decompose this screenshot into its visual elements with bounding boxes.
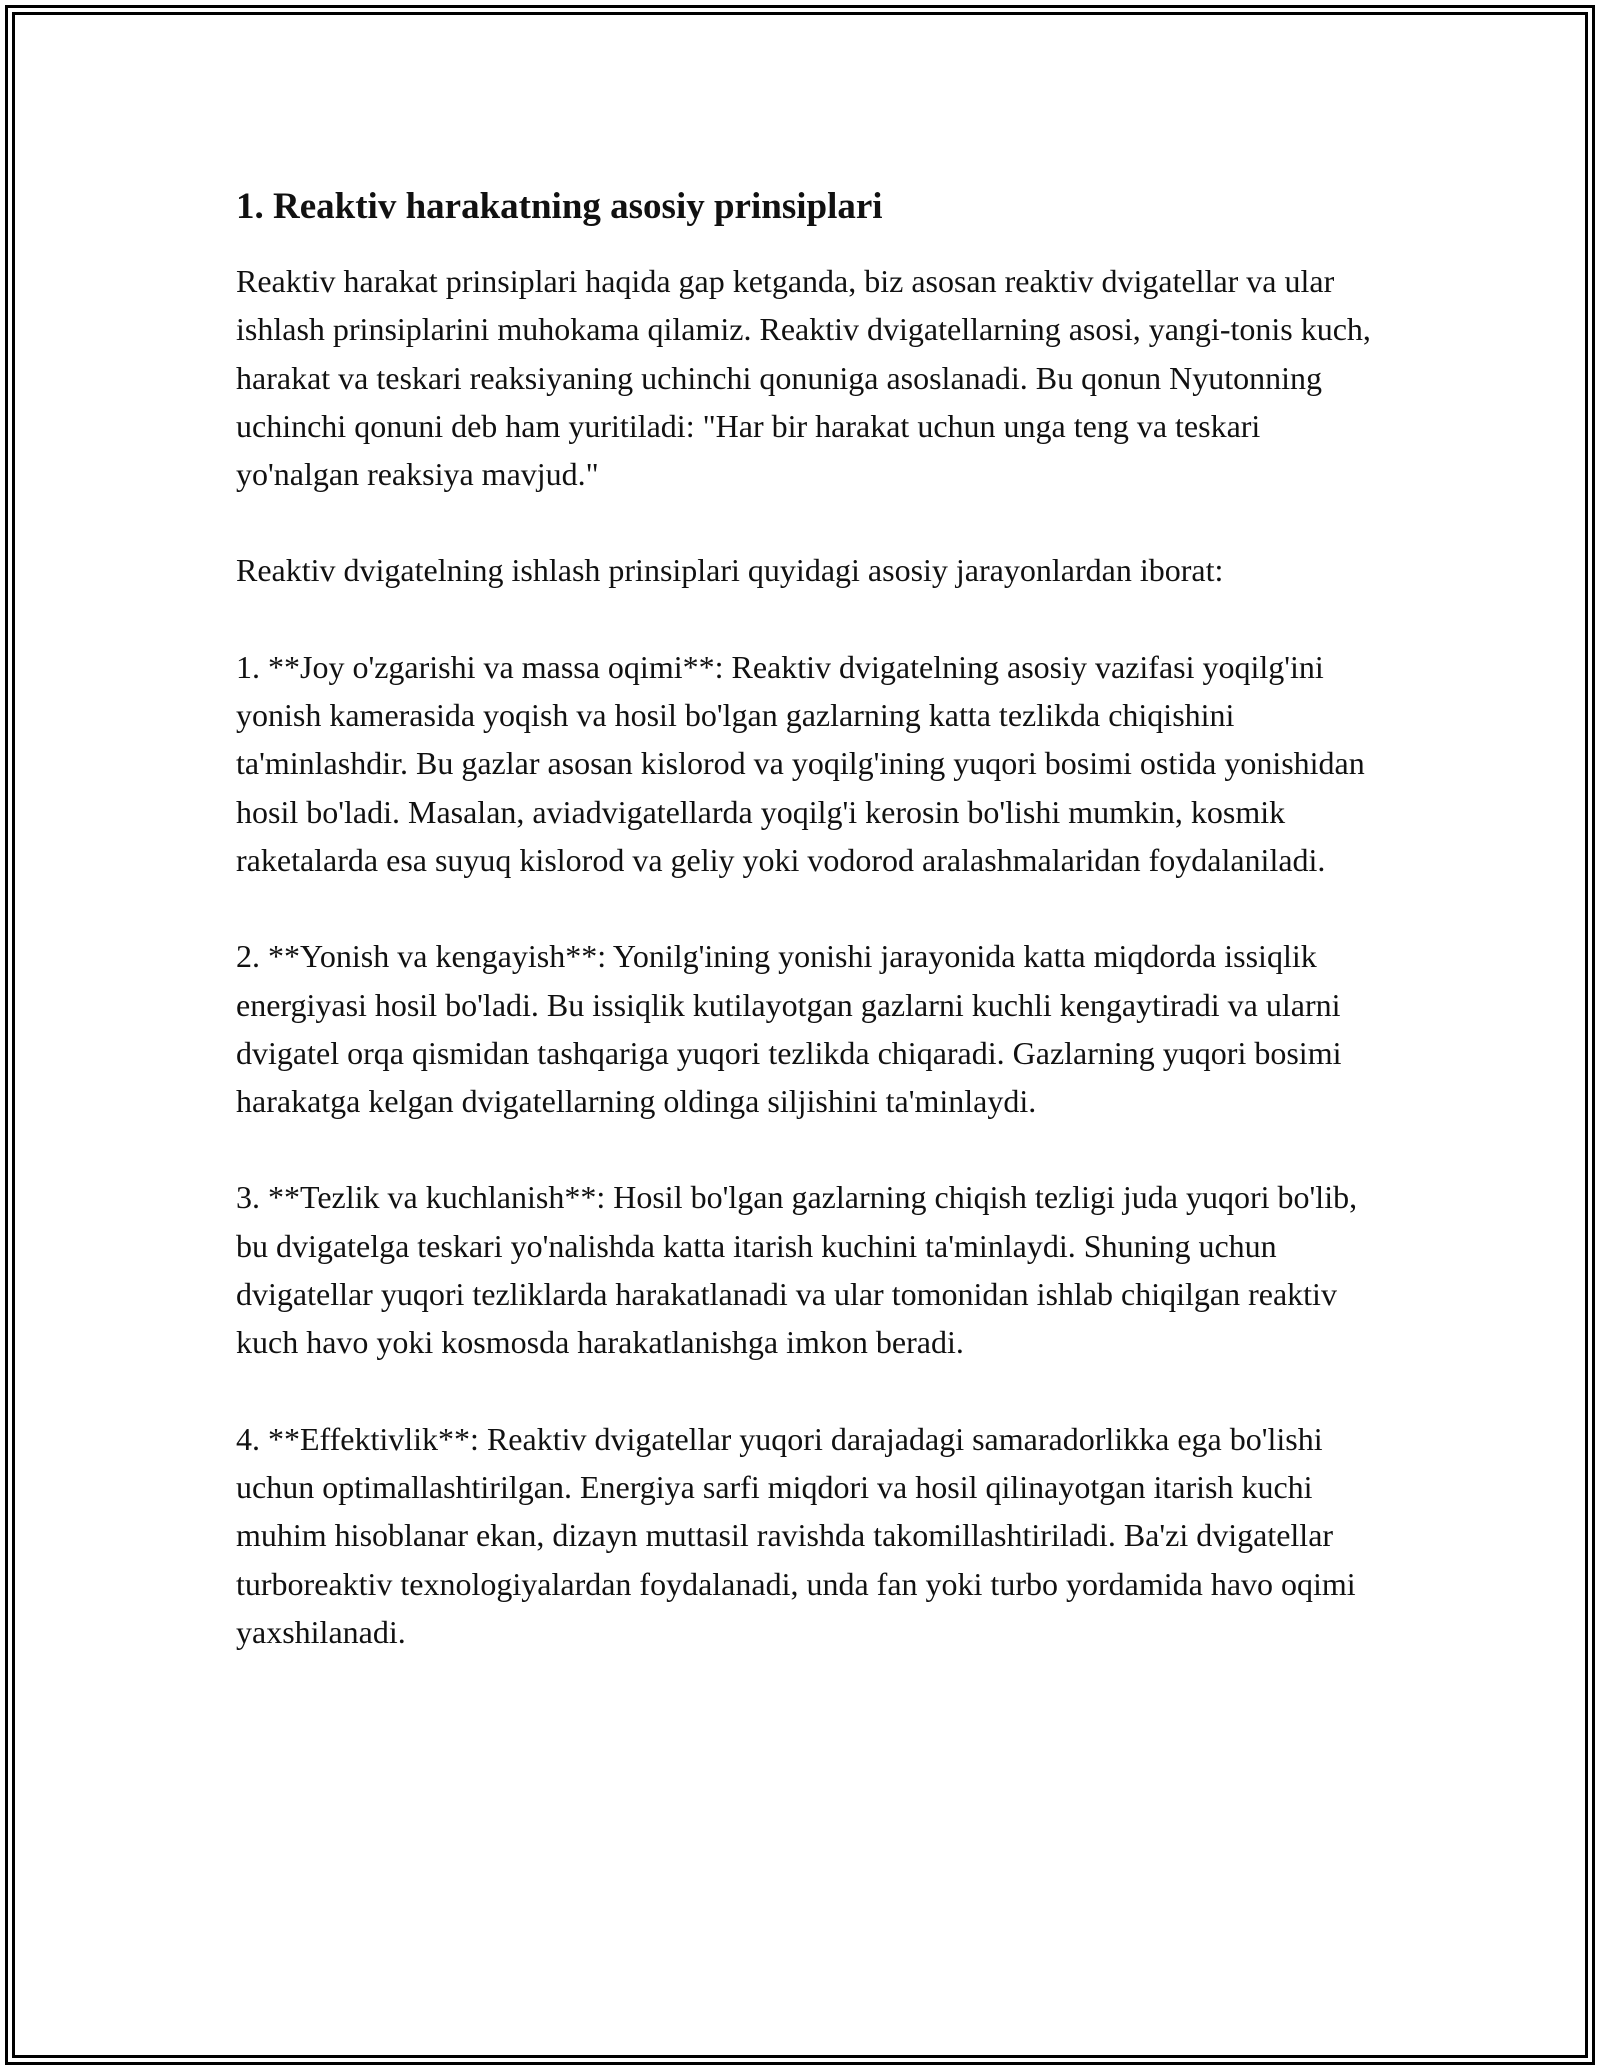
section-heading: 1. Reaktiv harakatning asosiy prinsiplari <box>236 186 883 227</box>
list-item-efficiency: 4. **Effektivlik**: Reaktiv dvigatellar yuqori darajadagi samaradorlikka ega bo'lishi uchun optimallashtirilgan. Energiya sarfi miqdori va hosil qilinayotgan itarish kuchi muhim hisoblanar ekan, dizayn muttasil ravishda takomillashtiriladi. Ba'zi dvigatellar turboreaktiv texnologiyalardan foydalanadi, unda fan yoki turbo yordamida havo oqimi yaxshilanadi. <box>236 1420 1356 1650</box>
intro-paragraph: Reaktiv harakat prinsiplari haqida gap ketganda, biz asosan reaktiv dvigatellar va ular ishlash prinsiplarini muhokama qilamiz. Reaktiv dvigatellarning asosi, yangi-tonis kuch, harakat va teskari reaksiyaning uchinchi qonuniga asoslanadi. Bu qonun Nyutonning uchinchi qonuni deb ham yuritiladi: "Har bir harakat uchun unga teng va teskari yo'nalgan reaksiya mavjud." <box>236 263 1371 493</box>
list-item-velocity: 3. **Tezlik va kuchlanish**: Hosil bo'lgan gazlarning chiqish tezligi juda yuqori bo'lib, bu dvigatelga teskari yo'nalishda katta itarish kuchini ta'minlaydi. Shuning uchun dvigatellar yuqori tezliklarda harakatlanadi va ular tomonidan ishlab chiqilgan reaktiv kuch havo yoki kosmosda harakatlanishga imkon beradi. <box>236 1179 1358 1361</box>
document-body <box>236 185 1386 1704</box>
list-item-combustion: 2. **Yonish va kengayish**: Yonilg'ining yonishi jarayonida katta miqdorda issiqlik energiyasi hosil bo'ladi. Bu issiqlik kutilayotgan gazlarni kuchli kengaytiradi va ularni dvigatel orqa qismidan tashqariga yuqori tezlikda chiqaradi. Gazlarning yuqori bosimi harakatga kelgan dvigatellarning oldinga siljishini ta'minlaydi. <box>236 938 1342 1120</box>
processes-intro-paragraph: Reaktiv dvigatelning ishlash prinsiplari quyidagi asosiy jarayonlardan iborat: <box>236 552 1224 589</box>
list-item-mass-flow: 1. **Joy o'zgarishi va massa oqimi**: Reaktiv dvigatelning asosiy vazifasi yoqilg'ini yonish kamerasida yoqish va hosil bo'lgan gazlarning katta tezlikda chiqishini ta'minlashdir. Bu gazlar asosan kislorod va yoqilg'ining yuqori bosimi ostida yonishidan hosil bo'ladi. Masalan, aviadvigatellarda yoqilg'i kerosin bo'lishi mumkin, kosmik raketalarda esa suyuq kislorod va geliy yoki vodorod aralashmalaridan foydalaniladi. <box>236 648 1365 878</box>
